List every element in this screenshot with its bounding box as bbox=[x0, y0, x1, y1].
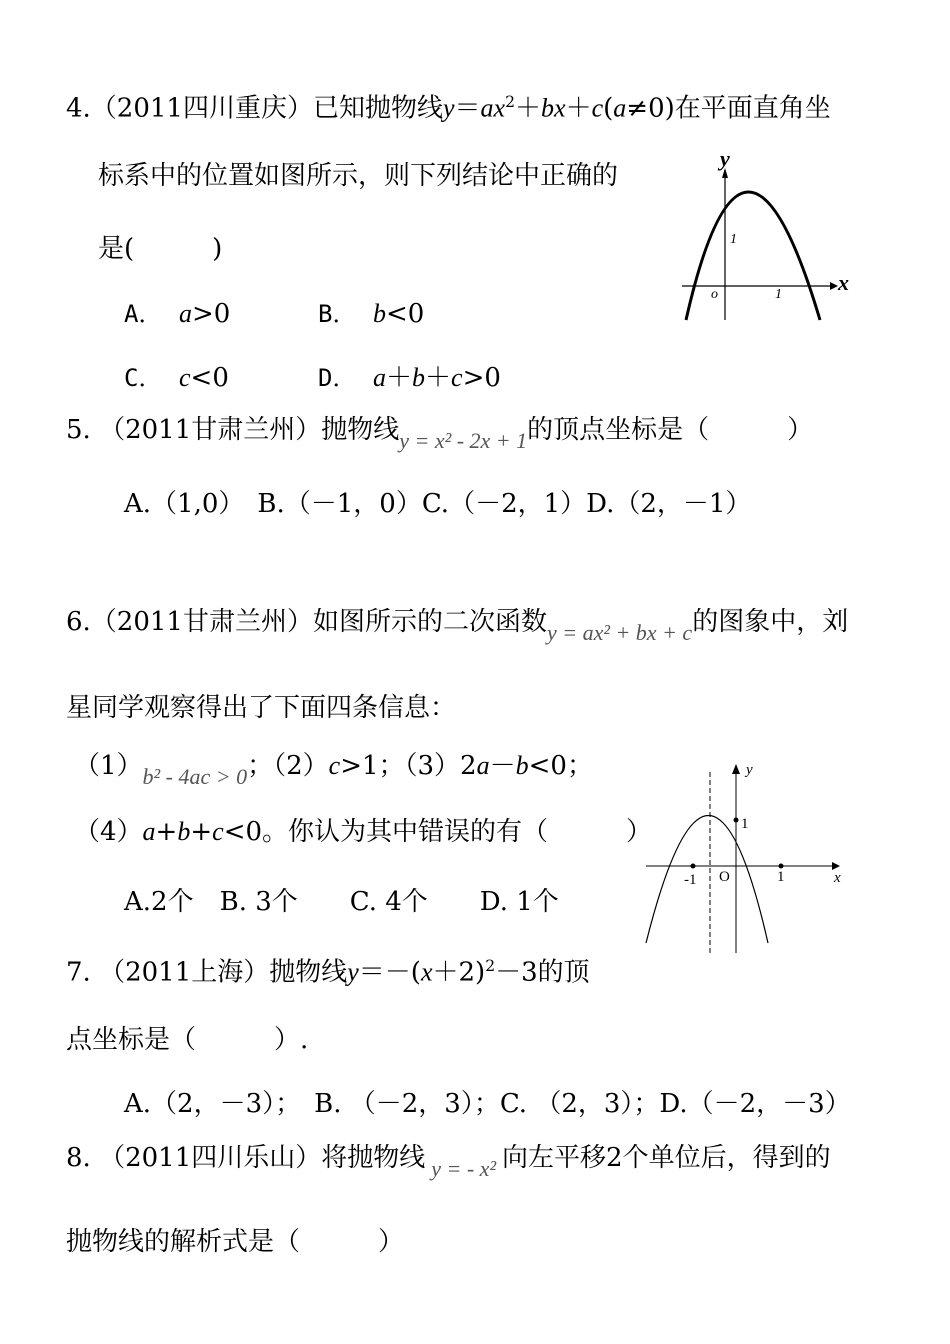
q4-origin: o bbox=[711, 287, 718, 302]
q8-line2: 抛物线的解析式是（ ） bbox=[66, 1227, 405, 1257]
q6-tick-y: 1 bbox=[741, 816, 749, 832]
q6-parabola bbox=[646, 816, 768, 944]
q4-stem: 4.（2011四川重庆）已知抛物线$y=ax^2+bx+c(a\ne 0)$在平面直角坐 bbox=[66, 93, 831, 124]
q4-option-a[interactable]: A． a>0 bbox=[124, 299, 231, 329]
q6-origin: O bbox=[719, 869, 730, 885]
q4-parabola bbox=[686, 192, 820, 320]
q6-discriminant: b² - 4ac > 0 bbox=[142, 764, 248, 789]
q4-tick-x: 1 bbox=[775, 287, 782, 302]
q6-tick-neg: -1 bbox=[684, 872, 697, 888]
q6-stem: 6.（2011甘肃兰州）如图所示的二次函数$_{y = ax^2 + bx + c}$的图象中，刘 bbox=[66, 607, 849, 645]
q4-parabola-graph bbox=[680, 148, 860, 323]
q6-info-4: （4）a+b+c<0。你认为其中错误的有（ ） bbox=[74, 817, 653, 847]
q7-options[interactable]: A.（2，－3）； B. （－2，3）；C. （2，3）；D.（－2，－3） bbox=[124, 1089, 851, 1119]
q7-line2: 点坐标是（ ）. bbox=[66, 1025, 309, 1055]
q6-parabola-graph bbox=[640, 758, 850, 958]
q4-x-label: x bbox=[838, 270, 849, 295]
q6-y-label: y bbox=[746, 762, 753, 778]
q5-stem: 5. （2011甘肃兰州）抛物线$_{y = x^2 - 2x + 1}$的顶点坐标是（ ） bbox=[66, 415, 814, 453]
q6-formula: y = ax² + bx + c bbox=[546, 620, 693, 645]
q8-formula: y = - x² bbox=[431, 1156, 497, 1181]
q4-option-b[interactable]: B． b<0 bbox=[318, 299, 425, 329]
q5-options[interactable]: A.（1,0） B.（－1，0）C.（－2，1）D.（2，－1） bbox=[124, 489, 752, 519]
q6-point-neg1 bbox=[691, 864, 696, 869]
q6-point-1 bbox=[779, 864, 784, 869]
q4-y-label: y bbox=[720, 146, 730, 171]
q6-tick-pos: 1 bbox=[777, 869, 785, 885]
q6-y-arrow bbox=[732, 764, 740, 774]
q6-point-y1 bbox=[734, 818, 739, 823]
q4-line2: 标系中的位置如图所示，则下列结论中正确的 bbox=[98, 161, 619, 191]
q7-stem: 7. （2011上海）抛物线$y=-(x+2)^2-3$的顶 bbox=[66, 957, 590, 988]
q4-tick-y: 1 bbox=[730, 232, 737, 247]
q6-x-label: x bbox=[834, 870, 841, 886]
q6-x-arrow bbox=[832, 862, 840, 870]
q4-option-d[interactable]: D． a＋b＋c>0 bbox=[318, 363, 501, 393]
q5-formula: y = x² - 2x + 1 bbox=[399, 428, 528, 453]
q8-stem: 8. （2011四川乐山）将抛物线 $_{y = - x^2}$ 向左平移2个单位后，得到的 bbox=[66, 1143, 831, 1181]
q6-info-1-3: $(1)_{b^2 - 4ac > 0}$；（2）c>1；（3）2a－b<0； bbox=[74, 751, 593, 789]
q4-x-arrow bbox=[830, 282, 838, 290]
q6-line2: 星同学观察得出了下面四条信息： bbox=[66, 693, 457, 723]
q4-option-c[interactable]: C． c<0 bbox=[124, 363, 229, 393]
q4-line3: 是( ) bbox=[98, 234, 223, 264]
q6-options[interactable]: A.2个 B. 3个 C. 4个 D. 1个 bbox=[124, 887, 559, 917]
